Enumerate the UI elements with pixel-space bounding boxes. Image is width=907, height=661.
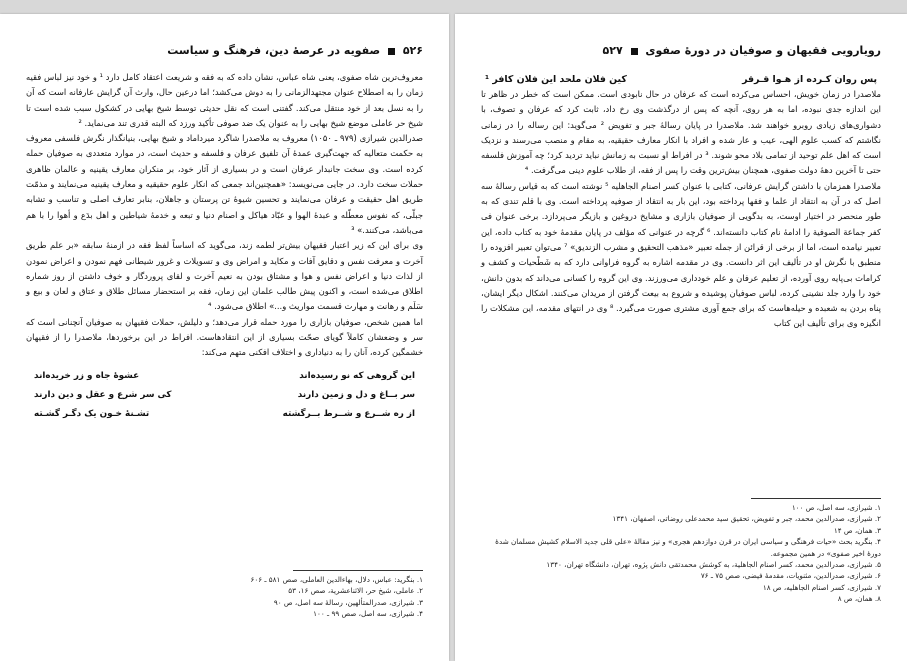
left-footnotes — [26, 574, 423, 620]
footnote: ۸. همان، ص ۸ — [837, 594, 881, 604]
footnote: ۱. شیرازی، سه اصل، ص ۱۰۰ — [791, 503, 881, 512]
verse-line: از ره شــرع و شــرط بــرگشته تشـنهٔ خـون یک دگـر گشـته — [34, 408, 415, 419]
verse-line: پس روان کـرده از هـوا قـرقر کین فلان ملحد این فلان کافر ¹ — [485, 74, 877, 85]
paragraph: وی برای این که زیر اعتبار فقیهان بیش‌تر لطمه زند، می‌گوید که اساساً لفظ فقه در ازمنهٔ سابقه «بر علم طریق آخرت و معرفت نفس و دقایق آفات و مکاید و امراض وی و تسویلات و غرور شیطانی فهم نمودن و اعراض نمودن از لذات دنیا و اعراض نفس و هوا و مشتاق بودن به نعیم آخرت و لقای پروردگار و خوف داشتن از روز شماره اطلاق می‌شده است، و اکنون پیش طالب علمان این زمان، فقه بر استحضار مسائل طلاق و عتاق و لعان و بیع و سَلَم و رهانت و مهارت قسمت مواریث و...» اطلاق می‌شود. ⁴ — [26, 240, 423, 312]
square-bullet-icon — [631, 48, 638, 55]
footnote: ۲. عاملی، شیخ حر، الاثناعشریة، صص ۱۶، ۵۳ — [288, 586, 423, 596]
running-title: رویارویی فقیهان و صوفیان در دورهٔ صفوی ۵۲۷ — [602, 44, 881, 57]
left-page — [0, 14, 449, 661]
right-footnotes — [481, 502, 881, 605]
right-page-header — [481, 44, 881, 57]
paragraph: ملاصدرا همزمان با داشتن گرایش عرفانی، کتابی با عنوان کسر اصنام الجاهلیه ⁵ نوشته است که به قیاس رسالهٔ سه اصل که در آن به انتقاد از علما و فقها پرداخته بود، این بار به انتقاد از صوفیه پرداخته است. وی با قلم تندی که به طور منحصر در اختیار اوست، به بدگویی از صوفیان بازاری و مشایخ دروغین و بازیگر می‌پردازد. برخی عنوان فی کفر جماعة الصوفیة را ادامهٔ نام کتاب دانسته‌اند. ⁶ گرچه در عنوانی که مؤلف در پایان مقدمهٔ خود به کتاب داده، این تعبیر نیامده است، اما از برخی از قرائن از جمله تعبیر «مذهب التحقیق و مشرب الزندیق» ⁷ می‌توان تعبیر افزوده را منطبق با نگرش او در تألیف این اثر دانست. وی در مقدمه اشاره به گروه فراوانی دارد که به شَطْحیات و کشف و کرامات بی‌پایه روی آورده، از تعلیم عرفان و علم خودداری می‌ورزند. وی این گروه را کسانی می‌داند که بدون دانش، خود را وارد جلد نشینی کرده، لباس صوفیان پوشیده و شروع به بیعت گرفتن از مریدان می‌کنند. اشکال دیگر ایشان، پناه بردن به شعبده و حیله‌هاست که برای جمع آوری مشتری صورت می‌گیرد. ⁸ وی در انتهای مقدمه، این مشکلات را انگیزه وی برای تألیف این کتاب — [481, 180, 882, 329]
footnote: ۳. شیرازی، صدرالمتألهین، رسالهٔ سه اصل، ص ۹۰ — [273, 597, 423, 607]
square-bullet-icon — [388, 48, 395, 55]
paragraph: ملاصدرا در زمان خویش، احساس می‌کرده است که عرفان در حال نابودی است. ممکن است که خطر در ظاهر تا این اندازه جدی نبوده، اما به هر روی، آنچه که پس از درگذشت وی رخ داد، ثابت کرد که عرفان و تصوف، با دشواری‌های زیادی روبرو خواهند شد. ملاصدرا در پایان رسالهٔ جبر و تفویض ² می‌گوید: این رساله را در زمانی نگاشتم که کسب علوم الهی، عیب و عار شده و افراد با انکار معارف حقیقیه، به مقام و منصب می‌رسند و نزدیک است که اهل علم توحید از تمامی بلاد محو شوند. ³ در افراط او نسبت به زمانش نباید تردید کرد؛ چه آموزش فلسفه حتی تا آخرین دههٔ دولت صفوی، همچنان بیش‌ترین وقت را پس از فقه، از طلاب علوم دینی می‌گرفت. ⁴ — [481, 89, 882, 176]
footnote-divider — [293, 570, 423, 571]
right-page-body — [481, 72, 881, 332]
footnote-divider — [751, 498, 881, 499]
footnote: ۶. شیرازی، صدرالدین، مثنویات، مقدمهٔ فیضی، صص ۷۵ ـ ۷۶ — [700, 571, 881, 581]
running-title: ۵۲۶ صفویه در عرصهٔ دین، فرهنگ و سیاست — [167, 44, 423, 57]
left-page-header — [26, 44, 423, 57]
footnote: ۲. شیرازی، صدرالدین محمد، جبر و تفویض، تحقیق سید محمدعلی روضاتی، اصفهان، ۱۳۴۱ — [612, 514, 881, 524]
page-number: ۵۲۷ — [602, 44, 623, 57]
footnote: ۱. بنگرید: عباس، دلال، بهاءالدین العاملی، صص ۵۸۱ ـ ۶۰۶ — [250, 575, 423, 584]
footnote: ۴. بنگرید بحث «حیات فرهنگی و سیاسی ایران در قرن دوازدهم هجری» و نیز مقالهٔ «علی قلی جدید الاسلام کشیش مسلمان شدهٔ دورهٔ اخیر صفوی» در همین مجموعه. — [495, 537, 881, 558]
paragraph: صدرالدین شیرازی (۹۷۹ ـ ۱۰۵۰) معروف به ملاصدرا شاگرد میرداماد و شیخ بهایی، بنیانگذار نگرش فلسفی معروف به حکمت متعالیه که جهت‌گیری عمدهٔ آن تلفیق عرفان و فلسفه و حدیث است، در موارد متعددی به صوفیان حمله کرده است. وی سخت جانبدار عرفان است و در بسیاری از آثار خود، بر منکران معارف یقینیه و عالمان ظاهری حملات سخت دارد. در جایی می‌نویسد: «همچنین‌اند جمعی که انکار علوم حقیقیه و معارف یقینیه می‌نمایند و مذمّت طریق اهل حقیقت و عرفان می‌نمایند و تحسین شیوهٔ تن پرستان و جاهلان، بنابر تعارف اصلی و تناسب و تشابه جبلّی، که نفوس معطّله و عبدهٔ الهوا و عبّاد هیاکل و اصنام دنیا و تبعه و خدمهٔ شیاطین و اهل بدَع و أهوا را با هم می‌باشد، می‌کنند.» ³ — [26, 133, 424, 235]
left-page-body — [26, 70, 423, 424]
right-page — [455, 14, 907, 661]
verse-line: سر بــاغ و دل و زمین دارند کی سر شرع و عقل و دین دارند — [34, 389, 415, 400]
paragraph: معروف‌ترین شاه صفوی، یعنی شاه عباس، نشان داده که به فقه و شریعت اعتقاد کامل دارد ¹ و خود نیز لباس فقیه زمان را به اصطلاح عنوان مجتهدالزمانی را به دوش می‌کشد؛ اما درعین حال، وارث آن گرایش عارفانه است که آن را به نسل بعد از خود منتقل می‌کند. گفتنی است که نقل حدیثی توسط شیخ بهایی در کشکول سبب شده است تا شیخ حر عاملی موضع شیخ بهایی را به عنوان یک ضد صوفی تأکید ورزد که البته قدری تند می‌نماید. ² — [26, 72, 423, 128]
footnote: ۴. شیرازی، سه اصل، صص ۹۹ ـ ۱۰۰ — [313, 609, 423, 619]
page-number: ۵۲۶ — [402, 44, 423, 57]
footnote: ۳. همان، ص ۱۴ — [833, 525, 881, 535]
verse-line: این گروهی که نو رسیده‌اند عشوهٔ جاه و زر خریده‌اند — [34, 370, 415, 381]
paragraph: اما همین شخص، صوفیان بازاری را مورد حمله قرار می‌دهد؛ و دلیلش، حملات فقیهان به صوفیان آنچنانی است که سر و وضعشان کاملاً گویای صحّت بسیاری از این انتقادهاست. افراط در این برخوردها، ملاصدرا را از فقیهان خشمگین کرده، آنان را به دنیاداری و اختلاف افکنی متهم می‌کند: — [26, 316, 423, 358]
footnote: ۷. شیرازی، کسر اصنام الجاهلیه، ص ۱۸ — [762, 582, 881, 592]
footnote: ۵. شیرازی، صدرالدین محمد، کسر اصنام الجاهلیة، به کوشش محمدتقی دانش پژوه، تهران، دانشگاه تهران، ۱۳۴۰ — [546, 560, 881, 570]
